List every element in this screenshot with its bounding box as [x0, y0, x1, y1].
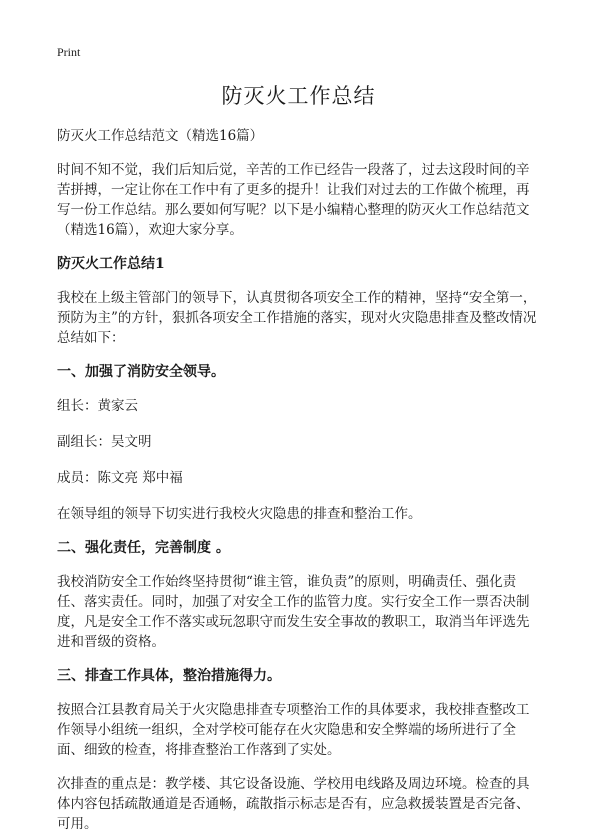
- subheading-leadership: 一、加强了消防安全领导。: [57, 364, 225, 380]
- leader-line: 组长：黄家云: [57, 398, 138, 414]
- responsibility-paragraph: 我校消防安全工作始终坚持贯彻“谁主管，谁负责”的原则，明确责任、强化责任、落实责任。同时，加强了对安全工作的监管力度。实行安全工作一票否决制度，凡是安全工作不落实或玩忽职守而发生安全事故的教职工，取消当年评选先进和晋级的资格。: [57, 574, 530, 650]
- subheading-responsibility: 二、强化责任，完善制度 。: [57, 540, 230, 556]
- section-paragraph: 我校在上级主管部门的领导下，认真贯彻各项安全工作的精神，坚持“安全第一，预防为主”的方针，狠抓各项安全工作措施的落实，现对火灾隐患排查及整改情况总结如下：: [57, 290, 537, 346]
- focus-paragraph: 次排查的重点是：教学楼、其它设备设施、学校用电线路及周边环境。检查的具体内容包括疏散通道是否通畅，疏散指示标志是否有，应急救援装置是否完备、可用。: [57, 776, 530, 832]
- page-title: 防灭火工作总结: [221, 84, 376, 108]
- vice-leader-line: 副组长：吴文明: [57, 434, 152, 450]
- print-link[interactable]: Print: [57, 45, 81, 59]
- subheading-inspection: 三、排查工作具体，整治措施得力。: [57, 668, 281, 684]
- leadership-paragraph: 在领导组的领导下切实进行我校火灾隐患的排查和整治工作。: [57, 506, 422, 522]
- intro-paragraph: 时间不知不觉，我们后知后觉，辛苦的工作已经告一段落了，过去这段时间的辛苦拼搏，一定让你在工作中有了更多的提升！让我们对过去的工作做个梳理，再写一份工作总结。那么要如何写呢？以下是小编精心整理的防灭火工作总结范文（精选16篇），欢迎大家分享。: [57, 162, 530, 238]
- inspection-paragraph: 按照合江县教育局关于火灾隐患排查专项整治工作的具体要求，我校排查整改工作领导小组统一组织，全对学校可能存在火灾隐患和安全弊端的场所进行了全面、细致的检查，将排查整治工作落到了实处。: [57, 702, 530, 758]
- document-subtitle: 防灭火工作总结范文（精选16篇）: [57, 128, 264, 144]
- members-line: 成员：陈文亮 郑中福: [57, 470, 183, 486]
- section-heading: 防灭火工作总结1: [57, 256, 165, 272]
